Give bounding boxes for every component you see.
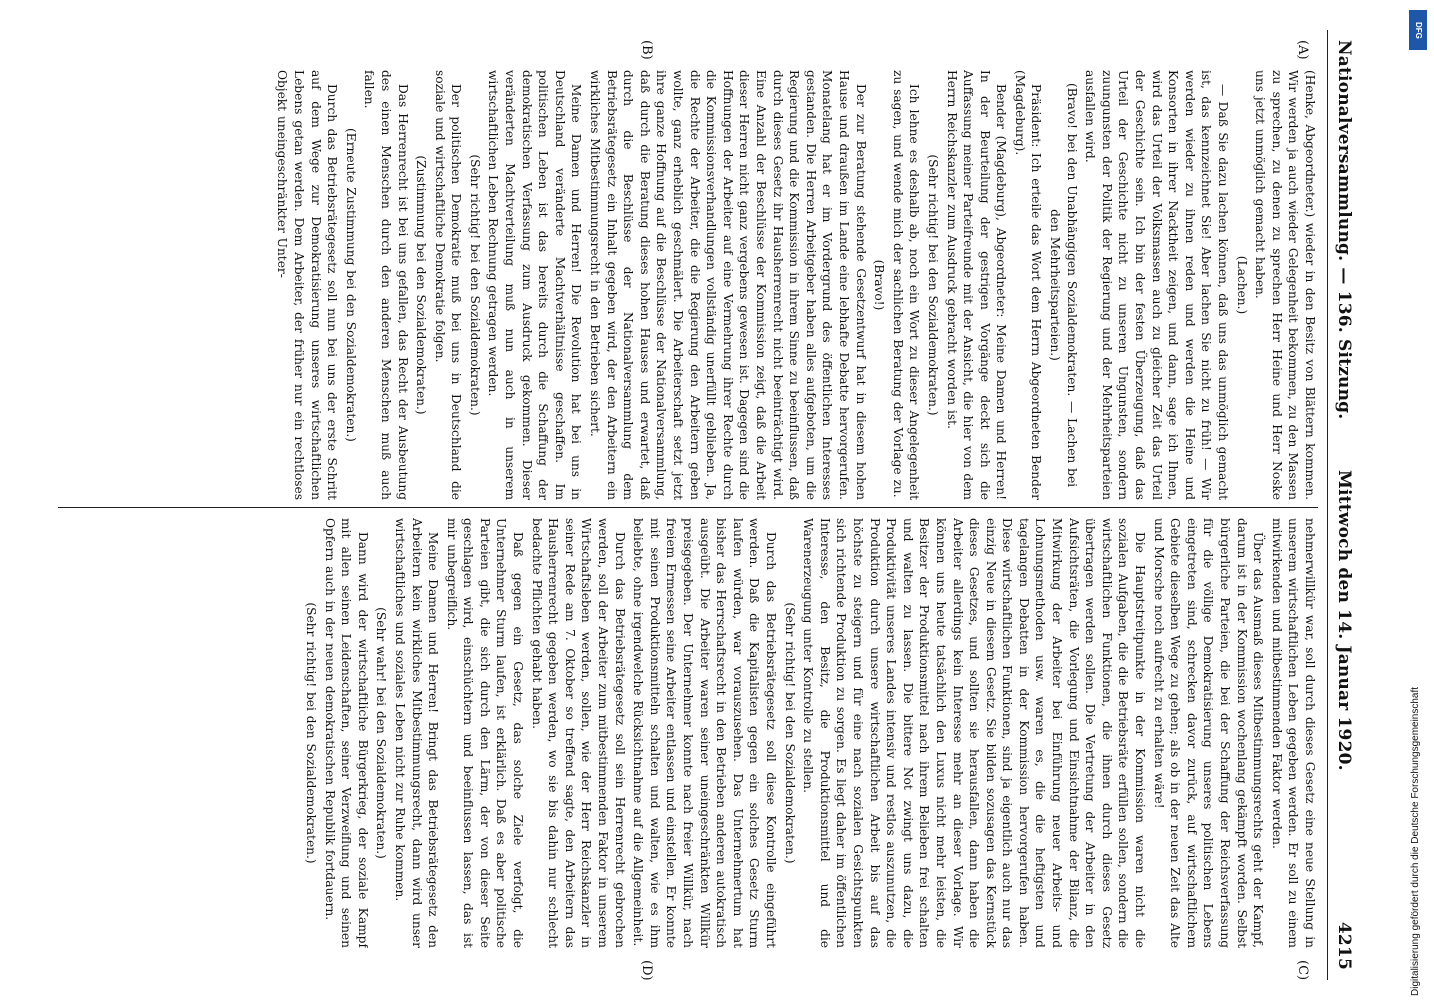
interjection: (Sehr richtig! bei den Sozialdemokraten.) [782, 602, 797, 864]
interjection: (Erneute Zustimmung bei den Sozialdemokraten.) [343, 128, 358, 442]
digitization-credit: Digitalisierung gefördert durch die Deutsche Forschungsgemeinschaft [1410, 686, 1421, 996]
interjection: (Zustimmung bei den Sozialdemokraten.) [414, 155, 429, 415]
right-text-column [48, 518, 1318, 948]
paragraph: — Daß Sie dazu lachen können, daß uns das unmöglich gemacht ist, das kennzeichnet Sie! Aber lachen Sie nicht zu früh! — Wir werden wieder zu ihnen reden und werden die Heine und Konsorten in ihrer Nacktheit zeigen, und dann, sage ich Ihnen, wird das Urteil der Volksmassen auch zu gleicher Zeit das Urteil der Geschichte sein. Ich bin der festen Überzeugung, daß das Urteil der Geschichte nicht zu unseren Ungunsten, sondern zuungunsten der Politik der Regierung und der Mehrheitsparteien ausfallen wird. [1083, 70, 1231, 500]
paragraph: Durch das Betriebsrätegesetz soll nun bei uns der erste Schritt auf dem Wege zur Demokratisierung unseres wirtschaftlichen Lebens getan werden. Dem Arbeiter, der früher nur ein rechtloses Objekt uneingeschränkter Unter- [275, 70, 340, 500]
paragraph: Über das Ausmaß dieses Mitbestimmungsrechts geht der Kampf, darum ist in der Kommission wochenlang gekämpft worden. Selbst bürgerliche Parteien, die bei der Schaffung der Reichsverfassung für die völlige Demokratisierung unseres politischen Lebens eingetreten sind, schrecken davor zurück, auf wirtschaftlichem Gebiete dieselben Wege zu gehen; als ob in der neuen Zeit das Alte und Morsche noch aufrecht zu erhalten wäre! [1151, 518, 1266, 948]
paragraph: Dann wird der wirtschaftliche Bürgerkrieg, der soziale Kampf mit allen seinen Leidenschaften, seiner Verzweiflung und seinen Opfern auch in der neuen demokratischen Republik fortdauern. [322, 518, 370, 948]
paragraph: Die Hauptstreitpunkte in der Kommission waren nicht die sozialen Aufgaben, die die Betriebsräte erfüllen sollen, sondern die wirtschaftlichen Funktionen, die ihnen durch dieses Gesetz übertragen werden sollen. Die Vertretung der Arbeiter in den Aufsichtsräten, die Vorlegung und Einsichtnahme der Bilanz, die Mitwirkung der Arbeiter bei Einführung neuer Arbeits- und Lohnungsmethoden usw. waren es, die die heftigsten und tagelangen Debatten in der Kommission hervorgerufen haben. Diese wirtschaftlichen Funktionen, sind ja eigentlich auch nur das einzig Neue in diesem Gesetz. Sie bilden sozusagen das Kernstück dieses Gesetzes, und sollten sie herausfallen, dann haben die Arbeiter allerdings kein Interesse mehr an dieser Vorlage. Wir können uns heute tatsächlich den Luxus nicht mehr leisten, die Besitzer der Produktionsmittel nach ihrem Belieben frei schalten und walten zu lassen. Die bittere Not zwingt uns dazu, die Produktivität unseres Landes intensiv und restlos auszunutzen, die Produktion durch unsere wirtschaftlichen Arbeit bis auf das höchste zu steigern und für eine nach sozialen Gesichtspunkten sich richtende Produktion zu sorgen. Es liegt daher im öffentlichen Interesse, den Besitz, die Produktionsmittel und die Warenerzeugung unter Kontrolle zu stellen. [801, 518, 1148, 948]
dfg-logo: DFG [1409, 10, 1427, 50]
left-text-column [48, 70, 1318, 500]
interjection: (Lachen.) [1234, 255, 1249, 315]
margin-marker-d: (D) [639, 960, 654, 981]
paragraph: Daß gegen ein Gesetz, das solche Ziele verfolgt, die Unternehmer Sturm laufen, ist erklärlich. Daß es aber politische Parteien gibt, die sich durch den Lärm, der von dieser Seite geschlagen wird, einschüchtern und beeinflussen lassen, das ist mir unbegreiflich. [444, 518, 526, 948]
paragraph: Bender (Magdeburg), Abgeordneter: Meine Damen und Herren! In der Beurteilung der gestrigen Vorgänge deckt sich die Auffassung meiner Parteifreunde mit der Ansicht, die hier von dem Herrn Reichskanzler zum Ausdruck gebracht worden ist. [944, 70, 1009, 500]
margin-marker-b: (B) [639, 40, 654, 60]
paragraph: Ich lehne es deshalb ab, noch ein Wort zu dieser Angelegenheit zu sagen, und wende mich der sachlichen Beratung der Vorlage zu. [890, 70, 922, 500]
column-divider [58, 507, 1318, 508]
header-rule [1327, 30, 1328, 980]
paragraph: Durch das Betriebsrätegesetz soll sein Herrenrecht gebrochen werden, soll der Arbeiter zum mitbestimmenden Faktor in unserem Wirtschaftsleben werden, sollen, wie der Herr Reichskanzler in seiner Rede am 7. Oktober so treffend sagte, den Arbeitern das Hausherrenrecht gegeben werden, wo sie bis dahin nur schlecht bedachte Pflichten gehabt haben. [529, 518, 627, 948]
paragraph: Der politischen Demokratie muß bei uns in Deutschland die soziale und wirtschaftliche Demokratie folgen. [432, 70, 464, 500]
paragraph: (Henke, Abgeordneter.) wieder in den Besitz von Blättern kommen. Wir werden ja auch wieder Gelegenheit bekommen, zu den Massen zu sprechen, zu denen zu sprechen Herr Heine und Herr Noske uns jetzt unmöglich gemacht haben. [1253, 70, 1317, 500]
interjection: (Sehr richtig! bei den Sozialdemokraten.) [467, 154, 482, 416]
header-date: Mittwoch den 14. Januar 1920. [1334, 470, 1354, 771]
interjection: (Sehr richtig! bei den Sozialdemokraten.) [925, 154, 940, 416]
paragraph: Das Herrenrecht ist bei uns gefallen, das Recht der Ausbeutung des einen Menschen durch den anderen Menschen muß auch fallen. [362, 70, 410, 500]
interjection: (Bravo!) [872, 259, 887, 311]
header-session-title: Nationalversammlung. — 136. Sitzung. [1334, 40, 1354, 420]
paragraph: Meine Damen und Herren! Die Revolution hat bei uns in Deutschland veränderte Machtverhältnisse geschaffen. Im politischen Leben ist das bereits durch die Schaffung der demokratischen Verfassung zum Ausdruck gekommen. Dieser veränderten Machtverteilung muß nun auch in unserem wirtschaftlichen Leben Rechnung getragen werden. [486, 70, 584, 500]
page-header [1328, 40, 1368, 970]
interjection: (Sehr richtig! bei den Sozialdemokraten.) [303, 602, 318, 864]
interjection: (Sehr wahr! bei den Sozialdemokraten.) [374, 607, 389, 859]
paragraph: Der zur Beratung stehende Gesetzentwurf hat in diesem hohen Hause und draußen im Lande eine lebhafte Debatte hervorgerufen. Monatelang hat er im Vordergrund des öffentlichen Interesses gestanden. Die Herren Arbeitgeber haben alles aufgeboten, um die Regierung und die Kommission in ihrem Sinne zu beeinflussen, daß durch dieses Gesetz ihr Hausherrenrecht nicht beeinträchtigt wird. Eine Anzahl der Beschlüsse der Kommission zeigt, daß die Arbeit dieser Herren nicht ganz vergebens gewesen ist. Dagegen sind die Hoffnungen der Arbeiter auf eine Vermehrung ihrer Rechte durch die Kommissionsverhandlungen vollständig unerfüllt geblieben. Ja, die Rechte der Arbeiter, die die Regierung den Arbeitern geben wollte, ganz erheblich geschmälert. Die Arbeiterschaft setzt jetzt ihre ganze Hoffnung auf die Beschlüsse der Nationalversammlung, daß durch die Beratung dieses hohen Hauses und erwartet, daß durch die Beschlüsse der Nationalversammlung dem Betriebsrätegesetz ein Inhalt gegeben wird, der den Arbeitern ein wirkliches Mitbestimmungsrecht in den Betrieben sichert. [588, 70, 868, 500]
paragraph: nehmerwillkür war, soll durch dieses Gesetz eine neue Stellung in unserem wirtschaftlichen Leben gegeben werden. Er soll zu einem mitwirkenden und mitbestimmenden Faktor werden. [1269, 518, 1317, 948]
paragraph: Durch das Betriebsrätegesetz soll diese Kontrolle eingeführt werden. Daß die Kapitalisten gegen ein solches Gesetz Sturm laufen würden, war vorauszusehen. Das Unternehmertum hat bisher das Herrschaftsrecht in den Betrieben anderen autokratisch ausgeübt. Die Arbeiter waren seiner uneingeschränkten Willkür preisgegeben. Der Unternehmer konnte nach freier Willkür, nach freiem Ermessen seine Arbeiter entlassen und einstellen. Er konnte mit seinen Produktionsmitteln schalten und walten, wie es ihm beliebte, ohne irgendwelche Rücksichtnahme auf die Allgemeinheit. [631, 518, 778, 948]
paragraph: Präsident: Ich erteile das Wort dem Herrn Abgeordneten Bender (Magdeburg). [1012, 70, 1044, 500]
digitization-sidebar [1408, 6, 1430, 996]
interjection: (Bravo! bei den Unabhängigen Sozialdemokraten. — Lachen bei den Mehrheitsparteien.) [1048, 82, 1079, 488]
header-page-number: 4215 [1334, 921, 1354, 970]
paragraph: Meine Damen und Herren! Bringt das Betriebsrätegesetz den Arbeitern kein wirkliches Mitbestimmungsrecht, dann wird unser wirtschaftliches und soziales Leben nicht zur Ruhe kommen. [392, 518, 441, 948]
margin-marker-c: (C) [1295, 960, 1310, 981]
margin-marker-a: (A) [1295, 40, 1310, 60]
